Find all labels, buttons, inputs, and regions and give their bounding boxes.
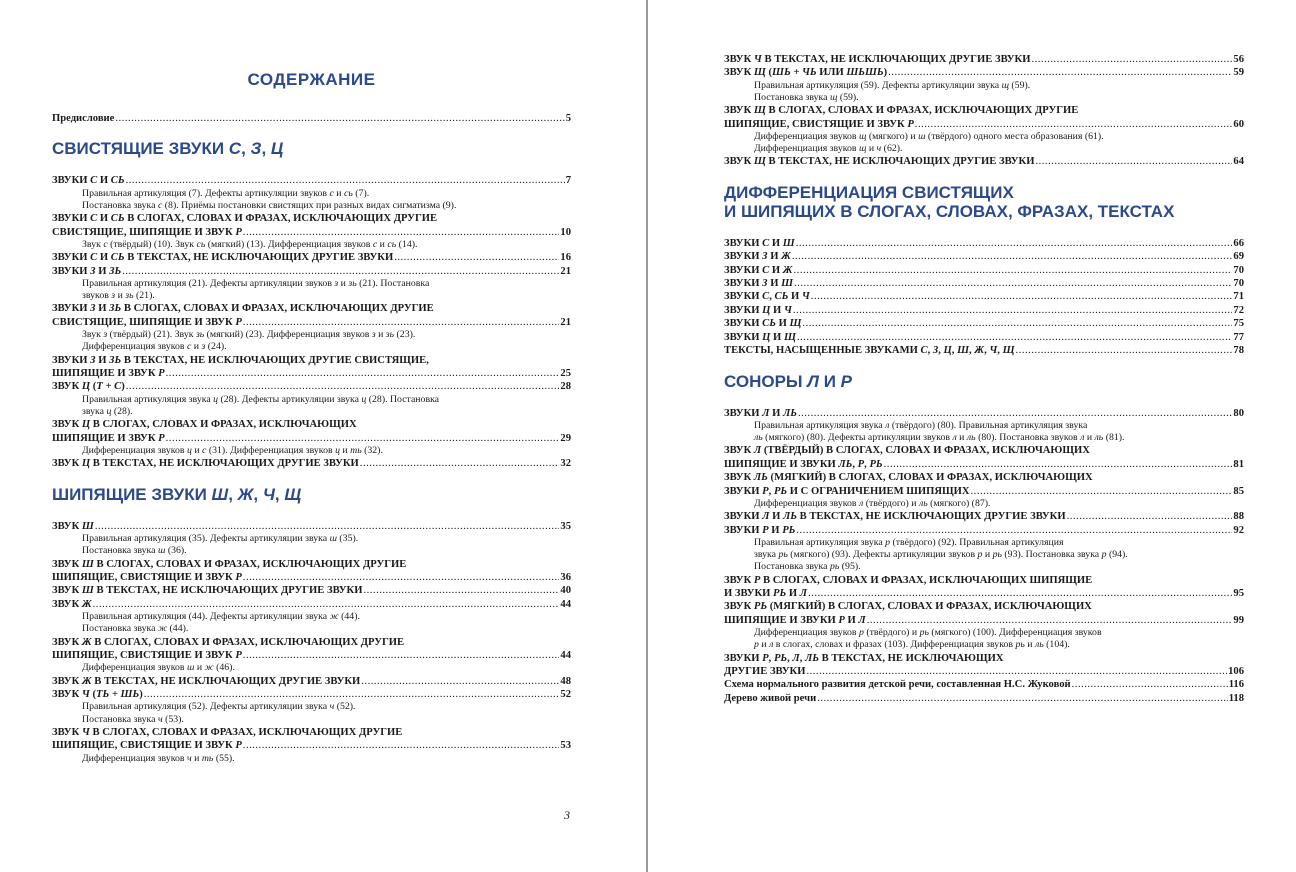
toc-entry-title: ЗВУК Щ В ТЕКСТАХ, НЕ ИСКЛЮЧАЮЩИХ ДРУГИЕ ЗВУКИ [724,156,1035,168]
toc-entry-title: ЗВУКИ Ц И Щ [724,331,796,343]
toc-entry-leader-line [724,118,1244,131]
toc-page-number: 71 [1233,291,1244,303]
dot-leader [126,380,560,393]
toc-page-number: 75 [1233,318,1244,330]
dot-leader [360,457,560,470]
toc-entry-title: ШИПЯЩИЕ И ЗВУКИ ЛЬ, Р, РЬ [724,458,883,470]
dot-leader [806,665,1227,678]
dot-leader [122,265,559,278]
toc-page-number: 56 [1233,54,1244,65]
toc-subentry [724,131,1244,155]
dot-leader [796,524,1232,537]
toc-subentry-line: звука ц (28). [82,406,133,418]
toc-entry-leader-line [52,367,571,380]
toc-entry-line: ЗВУКИ Р, РЬ, Л, ЛЬ В ТЕКСТАХ, НЕ ИСКЛЮЧАЮЩИХ [724,652,1004,664]
toc-subentry-line: Правильная артикуляция (21). Дефекты артикуляции звуков з и зь (21). Постановка [82,278,430,290]
dot-leader [144,688,560,701]
toc-entry-title: ШИПЯЩИЕ И ЗВУКИ Р И Л [724,614,866,626]
toc-entry-leader-line [52,675,571,688]
toc-subentry [52,394,571,418]
toc-page-number: 16 [560,252,571,264]
dot-leader [915,118,1233,131]
dot-leader [1016,344,1233,357]
toc-page-number: 88 [1233,511,1244,523]
toc-entry-leader-line [724,665,1244,678]
dot-leader [792,250,1233,263]
toc-entry-leader-line [52,251,571,264]
toc-subentry-line: Дифференциация звуков л (твёрдого) и ль (мягкого) (87). [754,497,991,509]
section-heading-line: СВИСТЯЩИЕ ЗВУКИ С, З, Ц [52,139,284,159]
dot-leader [243,739,560,752]
dot-leader [817,692,1227,705]
toc-entry-leader-line [52,432,571,445]
dot-leader [808,587,1232,600]
dot-leader [797,331,1233,344]
toc-entry[interactable] [52,598,571,611]
toc-entry-title: ШИПЯЩИЕ, СВИСТЯЩИЕ И ЗВУК Р [724,118,914,130]
toc-entry-leader-line [724,155,1244,168]
toc-entry-leader-line [724,237,1244,250]
toc-page-number: 32 [560,458,571,470]
dot-leader [243,226,560,239]
toc-entry-leader-line [52,598,571,611]
toc-entry[interactable] [724,290,1244,303]
toc-entry[interactable] [52,558,571,585]
toc-page-number: 60 [1233,118,1244,130]
toc-entry-line: ЗВУК Ж В СЛОГАХ, СЛОВАХ И ФРАЗАХ, ИСКЛЮЧАЮЩИХ ДРУГИЕ [52,636,405,648]
toc-entry[interactable] [52,584,571,597]
toc-page-number: 5 [565,113,571,124]
left-toc-column [52,66,571,765]
toc-entry[interactable] [52,520,571,533]
toc-entry[interactable] [52,212,571,239]
toc-entry[interactable] [724,304,1244,317]
toc-entry[interactable] [52,302,571,329]
toc-subentry-line: ль (мягкого) (80). Дефекты артикуляции звуков л и ль (80). Постановка звуков л и ль (81). [754,432,1125,444]
toc-page-number: 99 [1233,614,1244,626]
toc-subentry [52,445,571,457]
toc-entry-title: ЗВУКИ Л И ЛЬ В ТЕКСТАХ, НЕ ИСКЛЮЧАЮЩИХ ДРУГИЕ ЗВУКИ [724,511,1066,523]
toc-entry-leader-line [52,457,571,470]
toc-entry-title: Предисловие [52,113,115,124]
toc-page-number: 29 [560,432,571,444]
dot-leader [361,675,559,688]
toc-entry-line: ЗВУК Щ В СЛОГАХ, СЛОВАХ И ФРАЗАХ, ИСКЛЮЧАЮЩИХ ДРУГИЕ [724,105,1079,117]
toc-entry-title: ШИПЯЩИЕ И ЗВУК Р [52,368,165,380]
dot-leader [867,614,1233,627]
right-page [649,0,1296,872]
toc-entry-title: ЗВУК Ц В ТЕКСТАХ, НЕ ИСКЛЮЧАЮЩИХ ДРУГИЕ ЗВУКИ [52,458,359,470]
toc-entry-line: ЗВУК Ч В СЛОГАХ, СЛОВАХ И ФРАЗАХ, ИСКЛЮЧАЮЩИХ ДРУГИЕ [52,726,403,738]
toc-entry-line: ЗВУК Ц В СЛОГАХ, СЛОВАХ И ФРАЗАХ, ИСКЛЮЧАЮЩИХ [52,419,357,431]
toc-subentry-line: Дифференциация звуков ч и ть (55). [82,752,235,764]
toc-page-number: 81 [1233,458,1244,470]
toc-entry-leader-line [52,380,571,393]
toc-entry[interactable] [724,692,1244,705]
toc-entry[interactable] [724,264,1244,277]
toc-entry-line: ЗВУК ЛЬ (МЯГКИЙ) В СЛОГАХ, СЛОВАХ И ФРАЗАХ, ИСКЛЮЧАЮЩИХ [724,472,1093,484]
toc-subentry-line: Постановка звука с (8). Приёмы постановки свистящих при разных видах сигматизма (9). [82,200,457,212]
toc-entry-title: ЗВУК Ч В ТЕКСТАХ, НЕ ИСКЛЮЧАЮЩИХ ДРУГИЕ ЗВУКИ [724,54,1031,65]
toc-subentry-line: Дифференциация звуков с и з (24). [82,341,227,353]
toc-entry-title: ЗВУКИ С И СЬ В ТЕКСТАХ, НЕ ИСКЛЮЧАЮЩИХ ДРУГИЕ ЗВУКИ [52,252,394,264]
toc-entry-title: Дерево живой речи [724,692,817,704]
toc-page-number: 69 [1233,251,1244,263]
toc-entry-leader-line [52,226,571,239]
toc-entry[interactable] [724,155,1244,168]
toc-entry-leader-line [724,407,1244,420]
toc-page-number: 80 [1233,407,1244,419]
toc-entry[interactable] [724,104,1244,131]
toc-entry[interactable] [724,317,1244,330]
toc-entry-leader-line [724,264,1244,277]
toc-entry-leader-line [724,458,1244,471]
toc-title: СОДЕРЖАНИЕ [247,70,376,89]
page-divider [646,0,648,872]
toc-page-number: 21 [560,265,571,277]
toc-subentry-line: Постановка звука щ (59). [754,92,859,104]
toc-entry[interactable] [724,250,1244,263]
toc-page-number: 52 [560,688,571,700]
toc-page-number: 35 [560,520,571,532]
toc-subentry-line: Дифференциация звуков щ и ч (62). [754,143,903,155]
toc-entry-title: ЗВУК Щ (ШЬ + ЧЬ ИЛИ ШЬШЬ) [724,67,888,79]
toc-subentry-line: Звук с (твёрдый) (10). Звук сь (мягкий) (13). Дифференциация звуков с и сь (14). [82,239,418,251]
toc-page-number: 40 [560,585,571,597]
toc-subentry-line: Постановка звука ж (44). [82,623,189,635]
toc-subentry [724,537,1244,574]
toc-entry-leader-line [52,571,571,584]
toc-page-number: 36 [560,571,571,583]
toc-subentry [52,611,571,635]
toc-subentry [52,753,571,765]
toc-subentry-line: звука рь (мягкого) (93). Дефекты артикуляции звуков р и рь (93). Постановка звука р (94). [754,549,1128,561]
toc-entry[interactable] [724,471,1244,498]
toc-entry-title: ШИПЯЩИЕ И ЗВУК Р [52,432,165,444]
toc-entry-title: ЗВУК Ш В ТЕКСТАХ, НЕ ИСКЛЮЧАЮЩИХ ДРУГИЕ ЗВУКИ [52,585,363,597]
toc-page-number: 44 [560,598,571,610]
dot-leader [798,407,1232,420]
toc-page-number: 28 [560,381,571,393]
toc-entry[interactable] [52,675,571,688]
toc-entry-line: ЗВУКИ З И ЗЬ В СЛОГАХ, СЛОВАХ И ФРАЗАХ, ИСКЛЮЧАЮЩИХ ДРУГИЕ [52,303,434,315]
toc-entry-title: ЗВУКИ С И Ш [724,237,795,249]
toc-entry[interactable] [52,636,571,663]
toc-entry-title: СВИСТЯЩИЕ, ШИПЯЩИЕ И ЗВУК Р [52,226,242,238]
toc-entry-leader-line [52,688,571,701]
toc-entry-title: ЗВУК Ш [52,520,94,532]
toc-page-number: 77 [1233,331,1244,343]
toc-subentry-line: Правильная артикуляция звука р (твёрдого) (92). Правильная артикуляция [754,536,1064,548]
toc-page-number: 92 [1233,524,1244,536]
toc-entry-leader-line [724,53,1244,66]
toc-page-number: 95 [1233,587,1244,599]
toc-entry-leader-line [724,317,1244,330]
toc-entry-leader-line [52,739,571,752]
toc-entry-line: ЗВУКИ С И СЬ В СЛОГАХ, СЛОВАХ И ФРАЗАХ, ИСКЛЮЧАЮЩИХ ДРУГИЕ [52,213,438,225]
dot-leader [811,290,1233,303]
toc-entry[interactable] [52,354,571,381]
page-number: 3 [564,808,570,822]
toc-entry[interactable] [724,331,1244,344]
toc-entry-title: ЗВУКИ Ц И Ч [724,304,792,316]
toc-subentry [52,533,571,557]
toc-subentry-line: Дифференциация звуков р (твёрдого) и рь (мягкого) (100). Дифференциация звуков [754,627,1102,639]
toc-subentry-line: звуков з и зь (21). [82,290,155,302]
dot-leader [796,237,1233,250]
toc-subentry [52,662,571,674]
toc-entry-title: ЗВУКИ З И Ш [724,278,794,290]
toc-entry[interactable] [724,407,1244,420]
toc-subentry-line: Правильная артикуляция (7). Дефекты артикуляции звуков с и сь (7). [82,187,370,199]
toc-entry-leader-line [724,678,1244,691]
toc-page-number: 59 [1233,67,1244,79]
toc-subentry-line: Правильная артикуляция (35). Дефекты артикуляции звука ш (35). [82,533,359,545]
toc-page-number: 70 [1233,264,1244,276]
toc-subentry-line: Дифференциация звуков щ (мягкого) и ш (твёрдого) одного места образования (61). [754,131,1104,143]
toc-page-number: 106 [1228,666,1244,677]
toc-page-number: 118 [1228,692,1244,704]
toc-entry-leader-line [52,649,571,662]
section-heading [52,485,571,504]
toc-subentry-line: Постановка звука ч (53). [82,713,184,725]
toc-entry-title: ШИПЯЩИЕ, СВИСТЯЩИЕ И ЗВУК Р [52,649,242,661]
section-heading [724,372,1244,391]
toc-page-number: 7 [565,175,571,187]
toc-entry-title: ЗВУКИ Р И РЬ [724,524,796,536]
toc-page-number: 21 [560,316,571,328]
toc-entry[interactable] [724,66,1244,79]
left-page [0,0,646,872]
toc-subentry-line: Дифференциация звуков ш и ж (46). [82,662,235,674]
toc-entry-title: Схема нормального развития детской речи, составленная Н.С. Жуковой [724,679,1071,691]
toc-subentry-line: Правильная артикуляция звука л (твёрдого) (80). Правильная артикуляция звука [754,419,1088,431]
toc-entry-leader-line [52,316,571,329]
toc-entry-title: ЗВУКИ СЬ И Щ [724,318,802,330]
dot-leader [126,174,565,187]
toc-subentry [52,239,571,251]
toc-entry[interactable] [52,251,571,264]
toc-entry[interactable] [52,726,571,753]
section-heading-line: СОНОРЫ Л И Р [724,371,852,391]
toc-entry-leader-line [52,584,571,597]
toc-entry-title: ЗВУКИ С И СЬ [52,175,125,187]
toc-entry-line: ЗВУК РЬ (МЯГКИЙ) В СЛОГАХ, СЛОВАХ И ФРАЗАХ, ИСКЛЮЧАЮЩИХ [724,601,1092,613]
toc-subentry [724,498,1244,510]
right-toc-column [724,53,1244,705]
dot-leader [166,367,560,380]
toc-entry-leader-line [52,174,571,187]
toc-entry-leader-line [724,331,1244,344]
toc-subentry-line: Постановка звука рь (95). [754,561,861,573]
toc-page-number: 25 [560,368,571,380]
toc-entry[interactable] [724,524,1244,537]
toc-entry[interactable] [52,418,571,445]
toc-entry-title: ЗВУКИ Л И ЛЬ [724,407,797,419]
dot-leader [363,584,559,597]
toc-entry-title: ТЕКСТЫ, НАСЫЩЕННЫЕ ЗВУКАМИ С, З, Ц, Ш, Ж, Ч, Щ [724,345,1015,357]
toc-entry-title: ШИПЯЩИЕ, СВИСТЯЩИЕ И ЗВУК Р [52,740,242,752]
toc-entry[interactable] [724,237,1244,250]
toc-entry-line: ЗВУКИ З И ЗЬ В ТЕКСТАХ, НЕ ИСКЛЮЧАЮЩИХ ДРУГИЕ СВИСТЯЩИЕ, [52,354,429,366]
toc-subentry-line: Дифференциация звуков ц и с (31). Дифференциация звуков ц и ть (32). [82,445,383,457]
dot-leader [93,598,560,611]
toc-entry[interactable] [724,53,1244,66]
toc-entry-leader-line [724,692,1244,705]
toc-entry-leader-line [724,66,1244,79]
toc-entry[interactable] [52,112,571,125]
toc-subentry-line: р и л в слогах, словах и фразах (103). Дифференциация звуков рь и ль (104). [754,639,1070,651]
toc-entry-leader-line [724,344,1244,357]
toc-entry-title: ЗВУКИ С И Ж [724,264,793,276]
toc-entry-title: ЗВУК Ч (ТЬ + ШЬ) [52,688,143,700]
toc-page-number: 78 [1233,345,1244,357]
toc-subentry-line: Постановка звука ш (36). [82,545,187,557]
toc-entry-line: ЗВУК Л (ТВЁРДЫЙ) В СЛОГАХ, СЛОВАХ И ФРАЗАХ, ИСКЛЮЧАЮЩИХ [724,445,1090,457]
dot-leader [1067,510,1233,523]
toc-page-number: 70 [1233,278,1244,290]
dot-leader [115,112,564,125]
toc-entry[interactable] [52,380,571,393]
section-heading [724,183,1244,221]
toc-entry[interactable] [52,265,571,278]
dot-leader [1031,53,1232,66]
toc-subentry [724,420,1244,444]
toc-entry-title: ЗВУК Ж [52,598,92,610]
toc-subentry [52,701,571,725]
toc-entry[interactable] [724,652,1244,679]
toc-entry-leader-line [724,304,1244,317]
toc-entry[interactable] [724,444,1244,471]
toc-entry[interactable] [52,457,571,470]
toc-entry-leader-line [724,250,1244,263]
toc-subentry-line: Звук з (твёрдый) (21). Звук зь (мягкий) (23). Дифференциация звуков з и зь (23). [82,329,416,341]
toc-entry[interactable] [52,688,571,701]
toc-entry-line: ЗВУК Ш В СЛОГАХ, СЛОВАХ И ФРАЗАХ, ИСКЛЮЧАЮЩИХ ДРУГИЕ [52,558,407,570]
toc-entry-leader-line [52,520,571,533]
dot-leader [166,432,560,445]
toc-page-number: 64 [1233,156,1244,168]
toc-entry-leader-line [724,277,1244,290]
toc-entry-title: ЗВУКИ Р, РЬ И С ОГРАНИЧЕНИЕМ ШИПЯЩИХ [724,485,970,497]
dot-leader [95,520,560,533]
dot-leader [243,571,560,584]
toc-entry-leader-line [724,290,1244,303]
toc-entry-title: ЗВУКИ З И Ж [724,251,791,263]
toc-entry-leader-line [724,587,1244,600]
dot-leader [802,317,1232,330]
toc-page-number: 10 [560,226,571,238]
toc-entry-title: ШИПЯЩИЕ, СВИСТЯЩИЕ И ЗВУК Р [52,571,242,583]
section-heading-line: ДИФФЕРЕНЦИАЦИЯ СВИСТЯЩИХ [724,182,1014,202]
toc-subentry [52,188,571,212]
dot-leader [1035,155,1232,168]
toc-page-number: 44 [560,649,571,661]
toc-entry[interactable] [724,678,1244,691]
section-heading-line: И ШИПЯЩИХ В СЛОГАХ, СЛОВАХ, ФРАЗАХ, ТЕКСТАХ [724,201,1175,221]
toc-page-number: 85 [1233,485,1244,497]
toc-subentry [52,329,571,353]
toc-entry-title: ДРУГИЕ ЗВУКИ [724,666,806,677]
toc-entry-title: И ЗВУКИ РЬ И Л [724,587,808,599]
toc-entry[interactable] [724,344,1244,357]
dot-leader [243,316,560,329]
toc-entry[interactable] [724,600,1244,627]
section-heading [52,139,571,158]
toc-subentry-line: Правильная артикуляция (44). Дефекты артикуляции звука ж (44). [82,611,360,623]
toc-entry[interactable] [724,277,1244,290]
toc-entry-leader-line [52,112,571,125]
toc-page-number: 66 [1233,237,1244,249]
toc-subentry [724,80,1244,104]
toc-subentry [724,627,1244,651]
toc-subentry-line: Правильная артикуляция (59). Дефекты артикуляции звука щ (59). [754,79,1031,91]
toc-page-number: 72 [1233,304,1244,316]
toc-entry-leader-line [724,485,1244,498]
toc-page-number: 53 [560,740,571,752]
dot-leader [884,458,1233,471]
dot-leader [1072,678,1228,691]
dot-leader [793,304,1233,317]
toc-entry-title: ЗВУКИ З И ЗЬ [52,265,122,277]
toc-entry[interactable] [724,574,1244,601]
dot-leader [394,251,559,264]
toc-entry-line: ЗВУК Р В СЛОГАХ, СЛОВАХ И ФРАЗАХ, ИСКЛЮЧАЮЩИХ ШИПЯЩИЕ [724,574,1093,586]
toc-entry[interactable] [724,510,1244,523]
section-heading-line: ШИПЯЩИЕ ЗВУКИ Ш, Ж, Ч, Щ [52,484,302,504]
toc-page-number: 48 [560,675,571,687]
dot-leader [971,485,1233,498]
toc-entry-title: ЗВУКИ С, СЬ И Ч [724,291,810,303]
toc-entry-title: ЗВУК Ц (Т + С) [52,381,125,393]
toc-entry-leader-line [724,510,1244,523]
dot-leader [794,277,1232,290]
toc-entry-leader-line [724,524,1244,537]
toc-entry-leader-line [52,265,571,278]
toc-page-number: 116 [1228,679,1244,691]
toc-subentry-line: Правильная артикуляция (52). Дефекты артикуляции звука ч (52). [82,701,356,713]
dot-leader [243,649,560,662]
toc-entry[interactable] [52,174,571,187]
toc-subentry-line: Правильная артикуляция звука ц (28). Дефекты артикуляции звука ц (28). Постановка [82,393,440,405]
dot-leader [794,264,1233,277]
toc-entry-leader-line [724,614,1244,627]
toc-entry-title: СВИСТЯЩИЕ, ШИПЯЩИЕ И ЗВУК Р [52,316,242,328]
toc-subentry [52,278,571,302]
toc-entry-title: ЗВУК Ж В ТЕКСТАХ, НЕ ИСКЛЮЧАЮЩИХ ДРУГИЕ ЗВУКИ [52,675,361,687]
dot-leader [888,66,1232,79]
